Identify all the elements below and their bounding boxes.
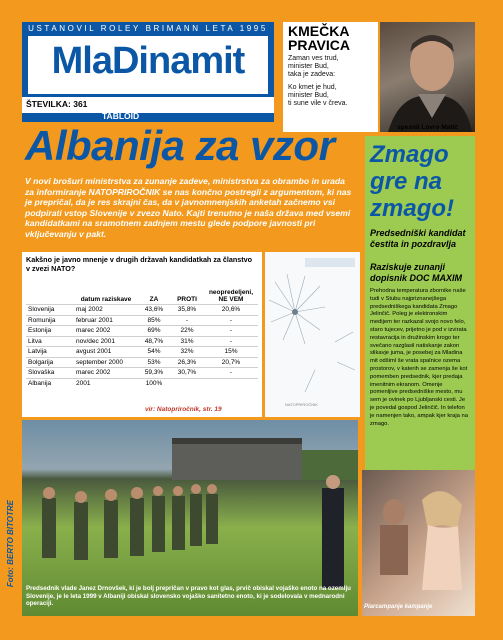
table-cell: - — [204, 315, 258, 326]
side-subheadline: Predsedniški kandidat čestita in pozdravlja — [370, 228, 466, 249]
table-row — [26, 315, 258, 326]
column-title — [288, 24, 350, 52]
table-cell: 69% — [138, 326, 170, 337]
table-header-row — [26, 282, 258, 305]
campaign-photo-icon — [362, 470, 475, 616]
table-cell: 20,6% — [204, 305, 258, 316]
photo-credit: Foto: BERTO BITOTRE — [6, 500, 15, 588]
poem-line: minister Bud, — [288, 63, 329, 70]
logo-box — [28, 36, 268, 94]
table-cell: 48,7% — [138, 336, 170, 347]
table-cell: Romunija — [26, 315, 74, 326]
table-header: PROTI — [177, 296, 197, 303]
lead-paragraph: V novi brošuri ministrstva za zunanje zadeve, ministrstva za obrambo in urada za informiranje NATOPRIROČNIK se nas končno postregli z argumentom, ki nas je prepričal, da je res skrajni čas, da v javnomnenjskih anketah začnemo vsi podpirati vstop Slovenije v zvezo Nato. Kajti trenutno je naša država med vsemi kandidatkami na sramotnem zadnjem mestu glede podpore javnosti pri vključevanju v pakt. — [25, 176, 352, 239]
table-cell: 22% — [170, 326, 204, 337]
poem-line: Zaman ves trud, — [288, 55, 339, 62]
table-cell: 26,3% — [170, 357, 204, 368]
table-source: vir: Natopriročnik, str. 19 — [145, 406, 222, 413]
table-cell: 35,8% — [170, 305, 204, 316]
column-author-photo — [380, 22, 475, 132]
masthead — [22, 22, 274, 122]
table-cell: 100% — [138, 378, 170, 388]
table-cell: 53% — [138, 357, 170, 368]
dandelion-icon — [265, 252, 360, 417]
table-row — [26, 336, 258, 347]
table-cell: 54% — [138, 347, 170, 358]
table-cell: Estonija — [26, 326, 74, 337]
table-row — [26, 378, 258, 388]
table-header: ZA — [149, 296, 159, 303]
table-row — [26, 357, 258, 368]
table-cell: Latvija — [26, 347, 74, 358]
table-row — [26, 326, 258, 337]
table-cell: 15% — [204, 347, 258, 358]
table-cell: 59,3% — [138, 368, 170, 379]
poem-line: minister Bud, — [288, 92, 329, 99]
dandelion-caption: NATOPRIROČNIK — [285, 402, 318, 407]
poll-table — [26, 282, 258, 388]
table-cell: - — [170, 315, 204, 326]
logo: MlaDinamit — [51, 40, 245, 82]
dandelion-image — [265, 252, 360, 417]
table-cell: avgust 2001 — [74, 347, 138, 358]
table-header: datum raziskave — [80, 296, 132, 303]
table-cell: september 2000 — [74, 357, 138, 368]
table-cell: maj 2002 — [74, 305, 138, 316]
column-title-line2: PRAVICA — [288, 37, 350, 53]
table-cell: 30,7% — [170, 368, 204, 379]
headline: Albanija za vzor — [25, 122, 335, 169]
column-author: spesnil Lovro Matič — [397, 124, 458, 131]
table-cell — [170, 378, 204, 388]
issue-number: ŠTEVILKA: 361 — [26, 99, 88, 109]
table-cell: Litva — [26, 336, 74, 347]
portrait-icon — [380, 22, 475, 132]
side-byline: Raziskuje zunanji dopisnik DOC MAXIM — [370, 262, 462, 283]
table-cell: Bolgarija — [26, 357, 74, 368]
main-photo — [22, 420, 358, 616]
poem-line: taka je zadeva: — [288, 71, 336, 78]
table-cell: 32% — [170, 347, 204, 358]
table-header — [26, 282, 74, 305]
tagline: EDINI PRAVI SLOVENSKI RAZUMNIŠKI TABLOID — [102, 101, 260, 121]
table-cell: - — [204, 368, 258, 379]
table-cell: Slovaška — [26, 368, 74, 379]
column-poem — [288, 55, 348, 108]
table-cell: marec 2002 — [74, 326, 138, 337]
table-title: Kakšno je javno mnenje v drugih državah kandidatkah za članstvo v zvezi NATO? — [26, 255, 253, 273]
campaign-caption: Piarcampanje kampanje — [364, 604, 433, 610]
table-cell: - — [204, 336, 258, 347]
founded-line: USTANOVIL ROLEY BRIMANN LETA 1995 — [28, 24, 268, 33]
poem-line: Ko kmet je hud, — [288, 84, 337, 91]
table-header: neopredeljeni, NE VEM — [208, 289, 254, 303]
table-cell: februar 2001 — [74, 315, 138, 326]
poem-line: ti sune vile v čreva. — [288, 100, 348, 107]
campaign-photo — [362, 470, 475, 616]
table-row — [26, 368, 258, 379]
table-cell: Albanija — [26, 378, 74, 388]
side-body: Prehodna temperatura zbornike naše tudi v Stubu najpriznanejšega predsedniškega kandidata Zmago Jelinčič. Poleg je elektronskim medijem ter razkazal svojo novo felo, staro tujecev, prijetno je pod v izvirata restavracija in družinskim krogo ter svečano razglasil natiskanje zakon slikavje juma, je posebej za Mladina mit odšiml še vrata spalnice ozema prostorov, v katerih se zamenja še kot pomemben predsednik, kjer predaja imenitnim ekranom. Omenje pomenljive predsedniške mesto, mu sem je ovinek po Ljubljanski cesti. Je je povedal gospod Jelinčič. In telefon je namenjen tako, ampak kjer kraja na zmago. — [370, 288, 468, 427]
column-box — [283, 22, 378, 132]
side-headline: Zmago gre na zmago! — [370, 141, 454, 222]
table-cell: 43,6% — [138, 305, 170, 316]
table-cell: 2001 — [74, 378, 138, 388]
table-cell: nov/dec 2001 — [74, 336, 138, 347]
photo-caption: Predsednik vlade Janez Drnovšek, ki je bolj prepričan v pravo kot glas, prvič obiskal vojaško enoto na ozemlju Slovenije, je le leta 1999 v Albaniji obiskal slovensko vojaško sanitetno enoto, ki je sodelovala v mednarodni operaciji. — [26, 585, 351, 607]
table-cell — [204, 378, 258, 388]
table-cell: Slovenija — [26, 305, 74, 316]
table-cell: 20,7% — [204, 357, 258, 368]
table-cell: - — [204, 326, 258, 337]
table-row — [26, 347, 258, 358]
table-cell: 85% — [138, 315, 170, 326]
table-row — [26, 305, 258, 316]
poll-table-box — [22, 252, 262, 417]
table-cell: 31% — [170, 336, 204, 347]
column-title-line1: KMEČKA — [288, 23, 350, 39]
table-cell: marec 2002 — [74, 368, 138, 379]
